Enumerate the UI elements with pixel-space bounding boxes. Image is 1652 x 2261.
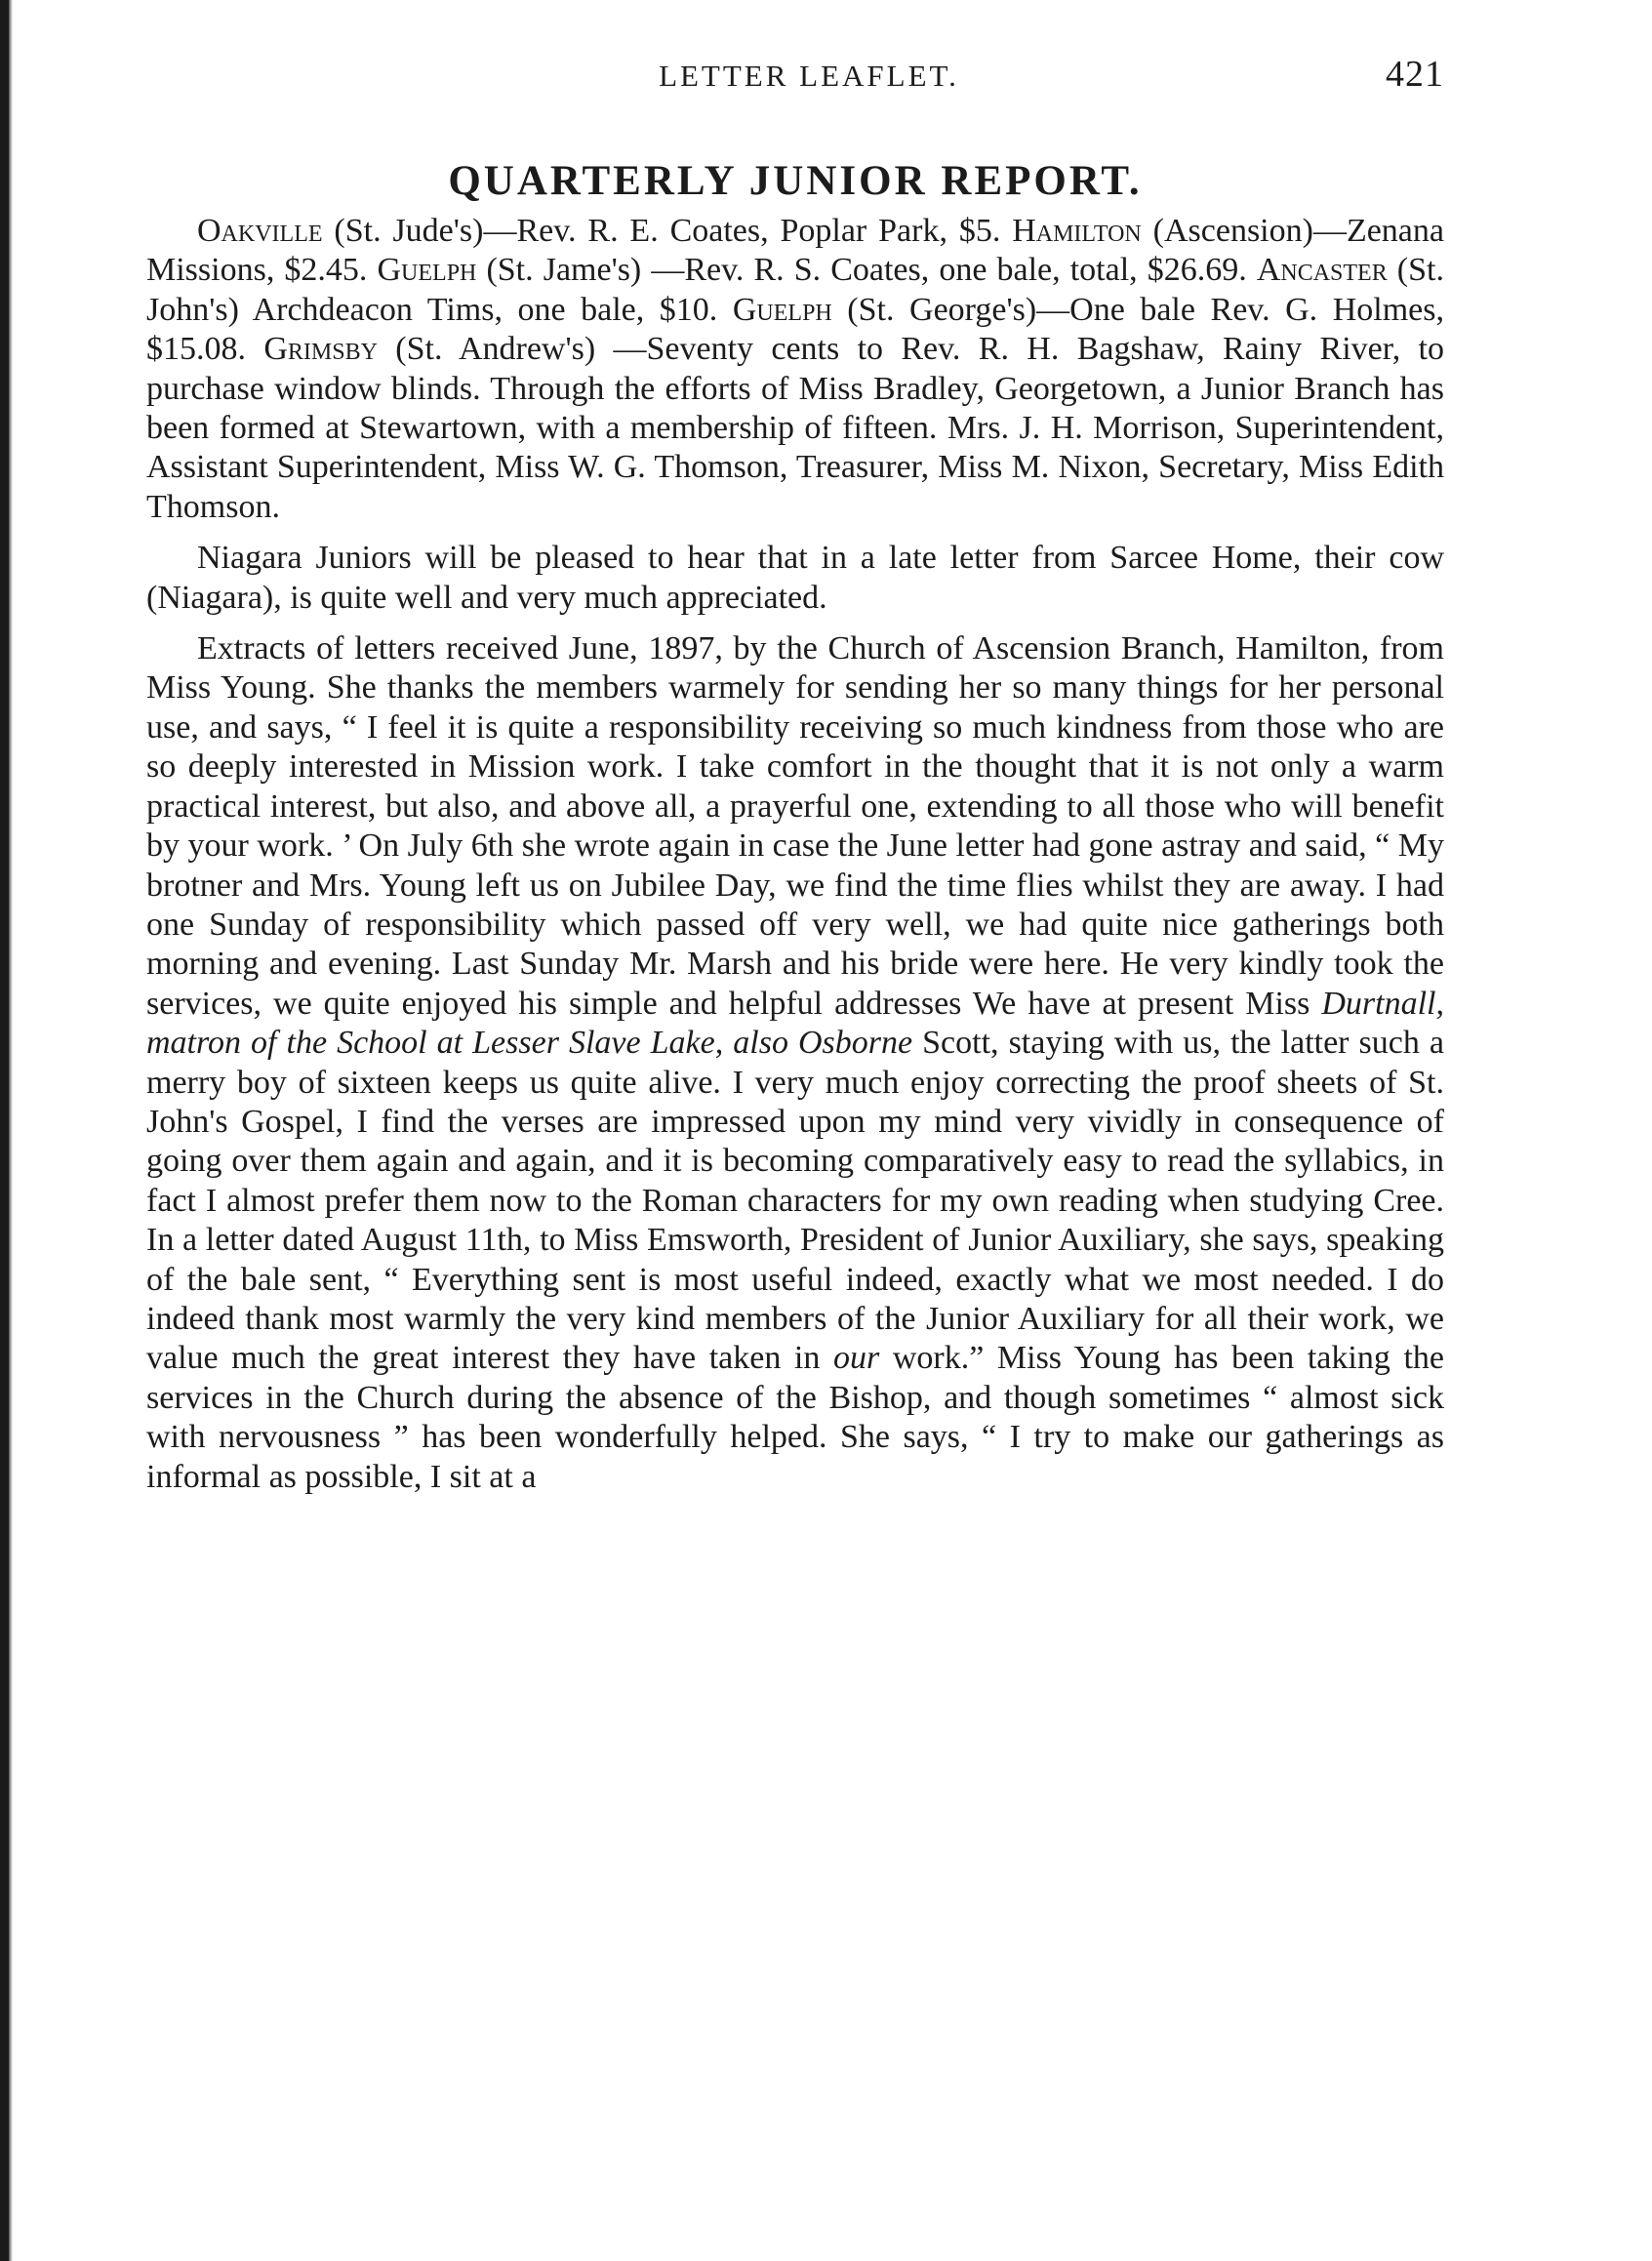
report-body xyxy=(146,212,1444,1497)
place-name: Oakville xyxy=(197,213,323,249)
section-title: QUARTERLY JUNIOR REPORT. xyxy=(448,158,1143,204)
paragraph-text: (St. Jame's) —Rev. R. S. Coates, one bale, total, $26.69. xyxy=(476,252,1257,289)
paragraph-text: Extracts of letters received June, 1897, by the Church of Ascension Branch, Hamilton, from Miss Young. She thanks the members warmely for sending her so many things for her personal use, and says, “ I feel it is quite a responsibility receiving so much kindness from those who are so deeply interested in Mission work. I take comfort in the thought that it is not only a warm practical interest, but also, and above all, a prayerful one, extending to all those who will benefit by your work. ’ On July 6th she wrote again in case the June letter had gone astray and said, “ My brotner and Mrs. Young left us on Jubilee Day, we find the time flies whilst they are away. I had one Sunday of responsibility which passed off very well, we had quite nice gatherings both morning and evening. Last Sunday Mr. Marsh and his bride were here. He very kindly took the services, we quite enjoyed his simple and helpful addresses We have at present Miss xyxy=(146,630,1444,1022)
place-name: Guelph xyxy=(732,291,832,328)
paragraph-text: (St. George's)—One bale Rev. G. Holmes, $15.08. xyxy=(146,291,1444,368)
paragraph-text: (St. Andrew's) —Seventy cents to Rev. R. H. Bagshaw, Rainy River, to purchase window blinds. Through the efforts of Miss Bradley, Georgetown, a Junior Branch has been formed at Stewartown, with a membership of fifteen. Mrs. J. H. Morrison, Superintendent, Assistant Superintendent, Miss W. G. Thomson, Treasurer, Miss M. Nixon, Secretary, Miss Edith Thomson. xyxy=(146,331,1445,525)
italic-text: Durtnall, matron of the School at Lesser Slave Lake, also Osborne xyxy=(146,985,1444,1062)
paragraph-text: work.” Miss Young has been taking the services in the Church during the absence of the Bishop, and though sometimes “ almost sick with nervousness ” has been wonderfully helped. She says, “ I try to make our gatherings as informal as possible, I sit at a xyxy=(146,1340,1444,1495)
paragraph-text: (Ascension)—Zenana Missions, $2.45. xyxy=(146,213,1444,289)
italic-text: our xyxy=(832,1340,880,1377)
page-binding-edge xyxy=(0,0,9,2261)
place-name: Ancaster xyxy=(1256,252,1388,289)
place-name: Grimsby xyxy=(263,331,378,368)
paragraph xyxy=(146,212,1444,527)
running-head xyxy=(146,39,1444,98)
page-number: 421 xyxy=(1386,54,1444,95)
place-name: Hamilton xyxy=(1012,213,1142,249)
paragraph xyxy=(146,539,1444,618)
paragraph xyxy=(146,629,1444,1497)
paragraph-text: Niagara Juniors will be pleased to hear that in a late letter from Sarcee Home, their cow (Niagara), is quite well and very much appreciated. xyxy=(146,540,1444,616)
paragraph-text: Scott, staying with us, the latter such a merry boy of sixteen keeps us quite alive. I very much enjoy correcting the proof sheets of St. John's Gospel, I find the verses are impressed upon my mind very vividly in consequence of going over them again and again, and it is becoming comparatively easy to read the syllabics, in fact I almost prefer them now to the Roman characters for my own reading when studying Cree. In a letter dated August 11th, to Miss Emsworth, President of Junior Auxiliary, she says, speaking of the bale sent, “ Everything sent is most useful indeed, exactly what we most needed. I do indeed thank most warmly the very kind members of the Junior Auxiliary for all their work, we value much the great interest they have taken in xyxy=(146,1025,1444,1377)
paragraph-text: (St. Jude's)—Rev. R. E. Coates, Poplar Park, $5. xyxy=(322,213,1013,249)
document-page xyxy=(146,39,1444,1509)
paragraph-text: (St. John's) Archdeacon Tims, one bale, $10. xyxy=(146,252,1444,328)
place-name: Guelph xyxy=(377,252,477,289)
running-title: LETTER LEAFLET. xyxy=(659,59,959,93)
